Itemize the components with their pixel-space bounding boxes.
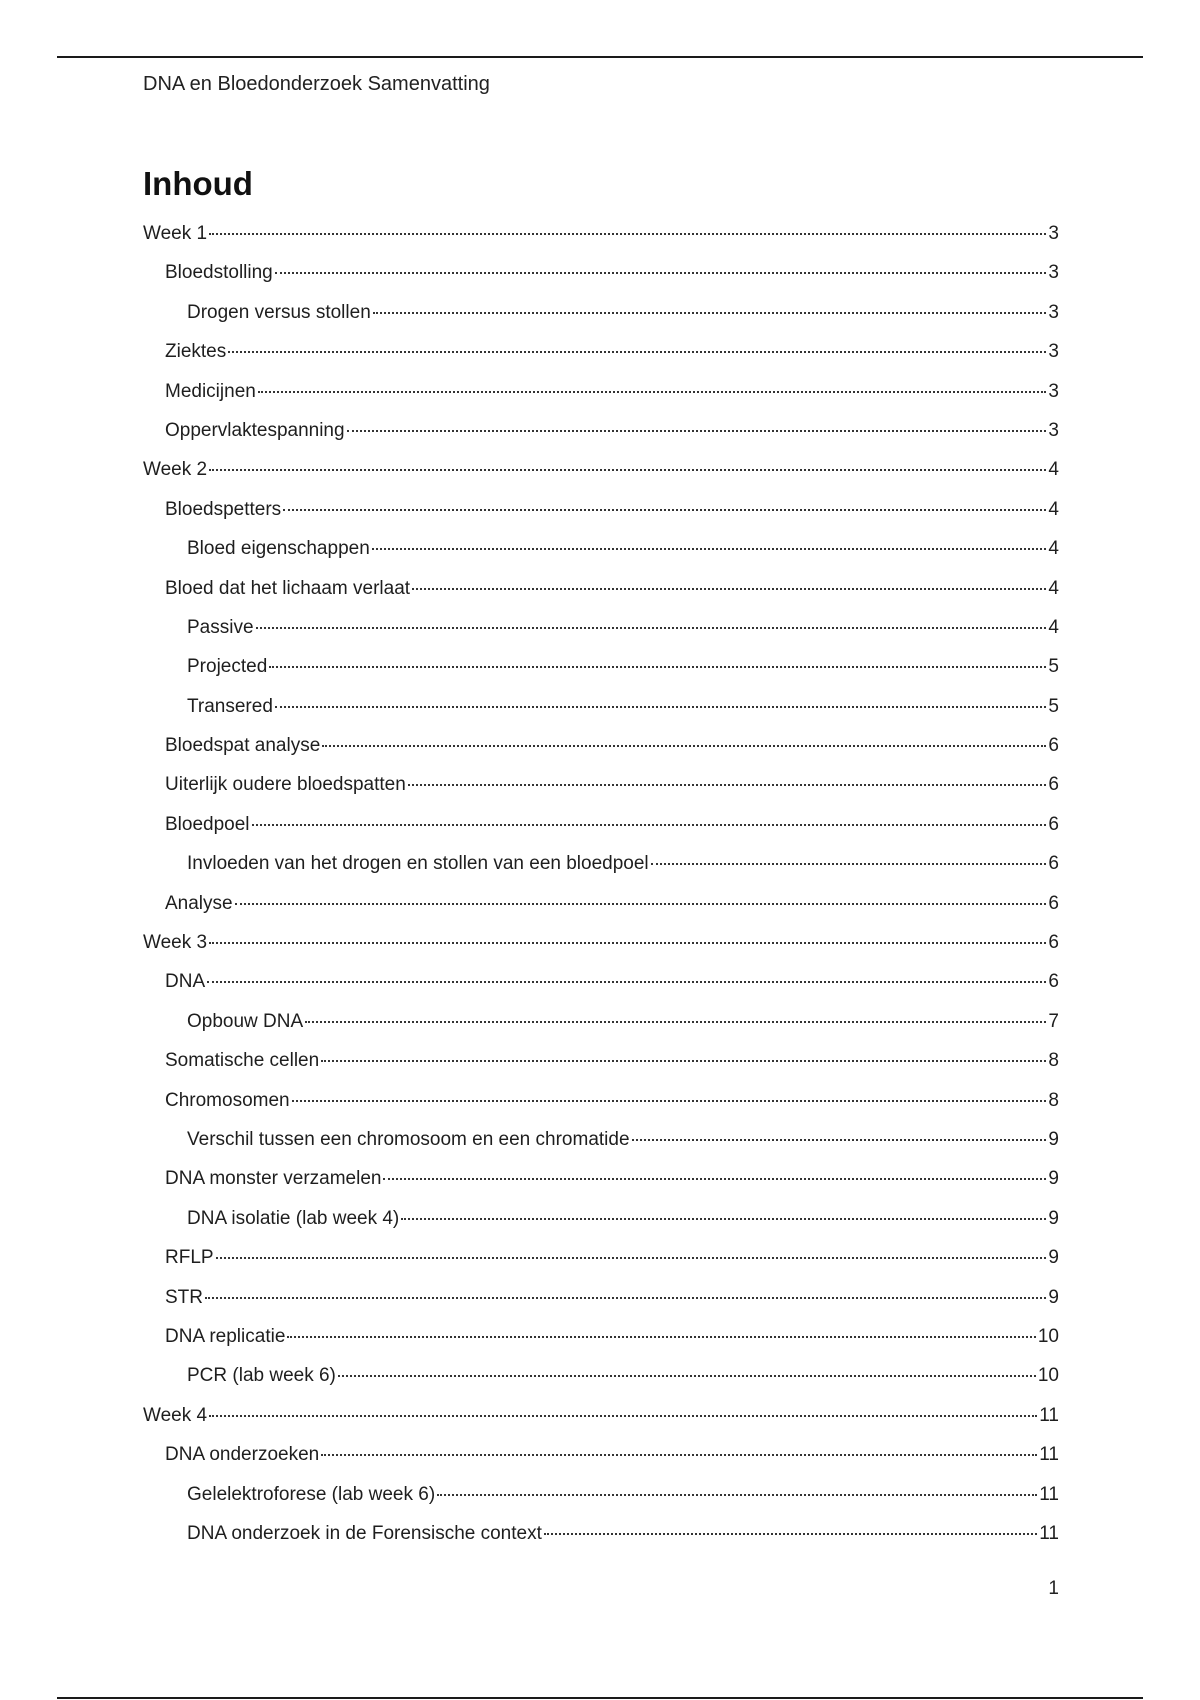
toc-dot-leader <box>283 509 1046 511</box>
toc-entry-title[interactable]: Bloedspetters <box>165 498 282 520</box>
toc-dot-leader <box>322 745 1046 747</box>
toc-dot-leader <box>235 903 1047 905</box>
toc-heading: Inhoud <box>143 165 253 202</box>
toc-entry[interactable] <box>143 535 1059 574</box>
toc-dot-leader <box>209 233 1046 235</box>
toc-entry-title[interactable]: Week 2 <box>143 459 208 481</box>
toc-entry-page[interactable]: 6 <box>1048 774 1059 796</box>
toc-entry-title[interactable]: Medicijnen <box>165 380 256 402</box>
toc-entry-title[interactable]: DNA <box>165 971 206 993</box>
toc-entry[interactable] <box>143 1402 1059 1441</box>
toc-entry-title[interactable]: Drogen versus stollen <box>187 301 371 323</box>
toc-entry-page[interactable]: 9 <box>1048 1168 1059 1190</box>
toc-entry[interactable] <box>143 693 1059 732</box>
toc-entry[interactable] <box>143 299 1059 338</box>
toc-entry-page[interactable]: 6 <box>1048 892 1059 914</box>
toc-entry[interactable] <box>143 811 1059 850</box>
toc-dot-leader <box>275 706 1047 708</box>
toc-entry[interactable] <box>143 575 1059 614</box>
toc-dot-leader <box>207 981 1046 983</box>
toc-entry-title[interactable]: STR <box>165 1286 203 1308</box>
table-of-contents <box>143 220 1059 1559</box>
toc-entry-title[interactable]: DNA onderzoeken <box>165 1444 320 1466</box>
toc-entry-page[interactable]: 8 <box>1048 1050 1059 1072</box>
toc-entry[interactable] <box>143 929 1059 968</box>
toc-dot-leader <box>209 942 1046 944</box>
toc-entry-page[interactable]: 6 <box>1048 735 1059 757</box>
toc-entry-title[interactable]: Gelelektroforese (lab week 6) <box>187 1483 436 1505</box>
toc-entry-page[interactable]: 9 <box>1048 1128 1059 1150</box>
toc-dot-leader <box>408 784 1047 786</box>
toc-entry[interactable] <box>143 850 1059 889</box>
toc-dot-leader <box>209 469 1046 471</box>
toc-entry[interactable] <box>143 890 1059 929</box>
toc-dot-leader <box>401 1218 1046 1220</box>
toc-entry[interactable] <box>143 968 1059 1007</box>
toc-entry-title[interactable]: Passive <box>187 616 254 638</box>
toc-dot-leader <box>256 627 1047 629</box>
toc-entry[interactable] <box>143 771 1059 810</box>
toc-dot-leader <box>292 1100 1047 1102</box>
toc-entry-title[interactable]: Opbouw DNA <box>187 1010 304 1032</box>
toc-entry-title[interactable]: Week 3 <box>143 932 208 954</box>
toc-entry-title[interactable]: Bloedstolling <box>165 262 273 284</box>
toc-dot-leader <box>321 1454 1037 1456</box>
toc-entry[interactable] <box>143 1481 1059 1520</box>
toc-entry-page[interactable]: 5 <box>1048 656 1059 678</box>
toc-entry[interactable] <box>143 1087 1059 1126</box>
toc-entry[interactable] <box>143 1205 1059 1244</box>
toc-dot-leader <box>305 1021 1046 1023</box>
toc-entry-page[interactable]: 6 <box>1048 853 1059 875</box>
toc-entry-page[interactable]: 4 <box>1048 498 1059 520</box>
toc-dot-leader <box>651 863 1047 865</box>
toc-dot-leader <box>275 272 1047 274</box>
toc-dot-leader <box>205 1297 1046 1299</box>
toc-entry[interactable] <box>143 1244 1059 1283</box>
toc-dot-leader <box>269 666 1046 668</box>
toc-dot-leader <box>228 351 1046 353</box>
toc-dot-leader <box>544 1533 1037 1535</box>
toc-entry[interactable] <box>143 1126 1059 1165</box>
toc-entry-title[interactable]: Week 1 <box>143 223 208 244</box>
toc-dot-leader <box>287 1336 1035 1338</box>
toc-entry-page[interactable]: 3 <box>1048 301 1059 323</box>
toc-entry[interactable] <box>143 378 1059 417</box>
toc-entry[interactable] <box>143 456 1059 495</box>
toc-dot-leader <box>252 824 1047 826</box>
toc-entry-title[interactable]: Analyse <box>165 892 233 914</box>
toc-entry-title[interactable]: DNA isolatie (lab week 4) <box>187 1207 400 1229</box>
toc-entry[interactable] <box>143 653 1059 692</box>
toc-entry-page[interactable]: 11 <box>1039 1444 1059 1466</box>
toc-entry[interactable] <box>143 1362 1059 1401</box>
toc-dot-leader <box>209 1415 1037 1417</box>
toc-entry[interactable] <box>143 259 1059 298</box>
toc-entry-title[interactable]: Week 4 <box>143 1404 208 1426</box>
toc-entry-page[interactable]: 10 <box>1037 1325 1059 1347</box>
toc-entry-page[interactable]: 6 <box>1048 813 1059 835</box>
toc-dot-leader <box>338 1375 1036 1377</box>
toc-entry-page[interactable]: 4 <box>1048 577 1059 599</box>
toc-entry-page[interactable]: 6 <box>1048 932 1059 954</box>
toc-entry-page[interactable]: 9 <box>1048 1247 1059 1269</box>
toc-dot-leader <box>632 1139 1047 1141</box>
toc-entry-page[interactable]: 9 <box>1048 1207 1059 1229</box>
toc-entry[interactable] <box>143 1441 1059 1480</box>
toc-entry[interactable] <box>143 220 1059 259</box>
toc-dot-leader <box>383 1178 1046 1180</box>
toc-dot-leader <box>372 548 1047 550</box>
toc-dot-leader <box>437 1494 1037 1496</box>
toc-entry-page[interactable]: 3 <box>1048 419 1059 441</box>
toc-entry-page[interactable]: 5 <box>1048 695 1059 717</box>
toc-entry[interactable] <box>143 732 1059 771</box>
toc-entry-title[interactable]: DNA replicatie <box>165 1325 286 1347</box>
toc-entry-page[interactable]: 11 <box>1039 1483 1059 1505</box>
header-rule <box>57 56 1143 58</box>
toc-entry-page[interactable]: 3 <box>1048 223 1059 244</box>
toc-entry-title[interactable]: Bloed eigenschappen <box>187 538 370 560</box>
toc-entry[interactable] <box>143 1284 1059 1323</box>
toc-entry[interactable] <box>143 614 1059 653</box>
toc-entry-page[interactable]: 3 <box>1048 341 1059 363</box>
toc-entry[interactable] <box>143 1047 1059 1086</box>
toc-entry[interactable] <box>143 1520 1059 1559</box>
toc-entry[interactable] <box>143 338 1059 377</box>
toc-entry-page[interactable]: 11 <box>1039 1404 1059 1426</box>
toc-entry-title[interactable]: RFLP <box>165 1247 214 1269</box>
page-number: 1 <box>1048 1578 1059 1599</box>
toc-entry-title[interactable]: Bloed dat het lichaam verlaat <box>165 577 411 599</box>
toc-entry-title[interactable]: Ziektes <box>165 341 227 363</box>
toc-entry-page[interactable]: 10 <box>1037 1365 1059 1387</box>
toc-entry-title[interactable]: Chromosomen <box>165 1089 290 1111</box>
toc-entry-title[interactable]: DNA onderzoek in de Forensische context <box>187 1522 542 1544</box>
toc-entry-title[interactable]: Bloedspat analyse <box>165 735 321 757</box>
toc-entry[interactable] <box>143 1008 1059 1047</box>
toc-entry-page[interactable]: 3 <box>1048 380 1059 402</box>
toc-entry[interactable] <box>143 1165 1059 1204</box>
toc-entry-page[interactable]: 11 <box>1039 1522 1059 1544</box>
toc-entry-page[interactable]: 9 <box>1048 1286 1059 1308</box>
toc-dot-leader <box>216 1257 1047 1259</box>
toc-entry-title[interactable]: Transered <box>187 695 273 717</box>
toc-dot-leader <box>373 312 1047 314</box>
toc-entry-page[interactable]: 4 <box>1048 459 1059 481</box>
document-header-title: DNA en Bloedonderzoek Samenvatting <box>143 73 490 95</box>
toc-entry-title[interactable]: PCR (lab week 6) <box>187 1365 336 1387</box>
toc-dot-leader <box>258 391 1047 393</box>
footer-rule <box>57 1697 1143 1699</box>
toc-entry-title[interactable]: Somatische cellen <box>165 1050 320 1072</box>
toc-entry-title[interactable]: Verschil tussen een chromosoom en een chromatide <box>187 1128 630 1150</box>
toc-dot-leader <box>412 588 1046 590</box>
toc-dot-leader <box>321 1060 1046 1062</box>
toc-entry[interactable] <box>143 417 1059 456</box>
toc-entry-title[interactable]: Bloedpoel <box>165 813 250 835</box>
toc-entry-title[interactable]: Uiterlijk oudere bloedspatten <box>165 774 406 796</box>
toc-entry-page[interactable]: 7 <box>1048 1010 1059 1032</box>
toc-entry-page[interactable]: 6 <box>1048 971 1059 993</box>
toc-dot-leader <box>347 430 1047 432</box>
toc-entry-title[interactable]: DNA monster verzamelen <box>165 1168 382 1190</box>
toc-entry[interactable] <box>143 1323 1059 1362</box>
toc-entry-title[interactable]: Oppervlaktespanning <box>165 419 345 441</box>
toc-entry-title[interactable]: Projected <box>187 656 268 678</box>
toc-entry-page[interactable]: 4 <box>1048 616 1059 638</box>
toc-entry[interactable] <box>143 496 1059 535</box>
toc-entry-title[interactable]: Invloeden van het drogen en stollen van een bloedpoel <box>187 853 649 875</box>
toc-entry-page[interactable]: 8 <box>1048 1089 1059 1111</box>
toc-entry-page[interactable]: 4 <box>1048 538 1059 560</box>
toc-entry-page[interactable]: 3 <box>1048 262 1059 284</box>
